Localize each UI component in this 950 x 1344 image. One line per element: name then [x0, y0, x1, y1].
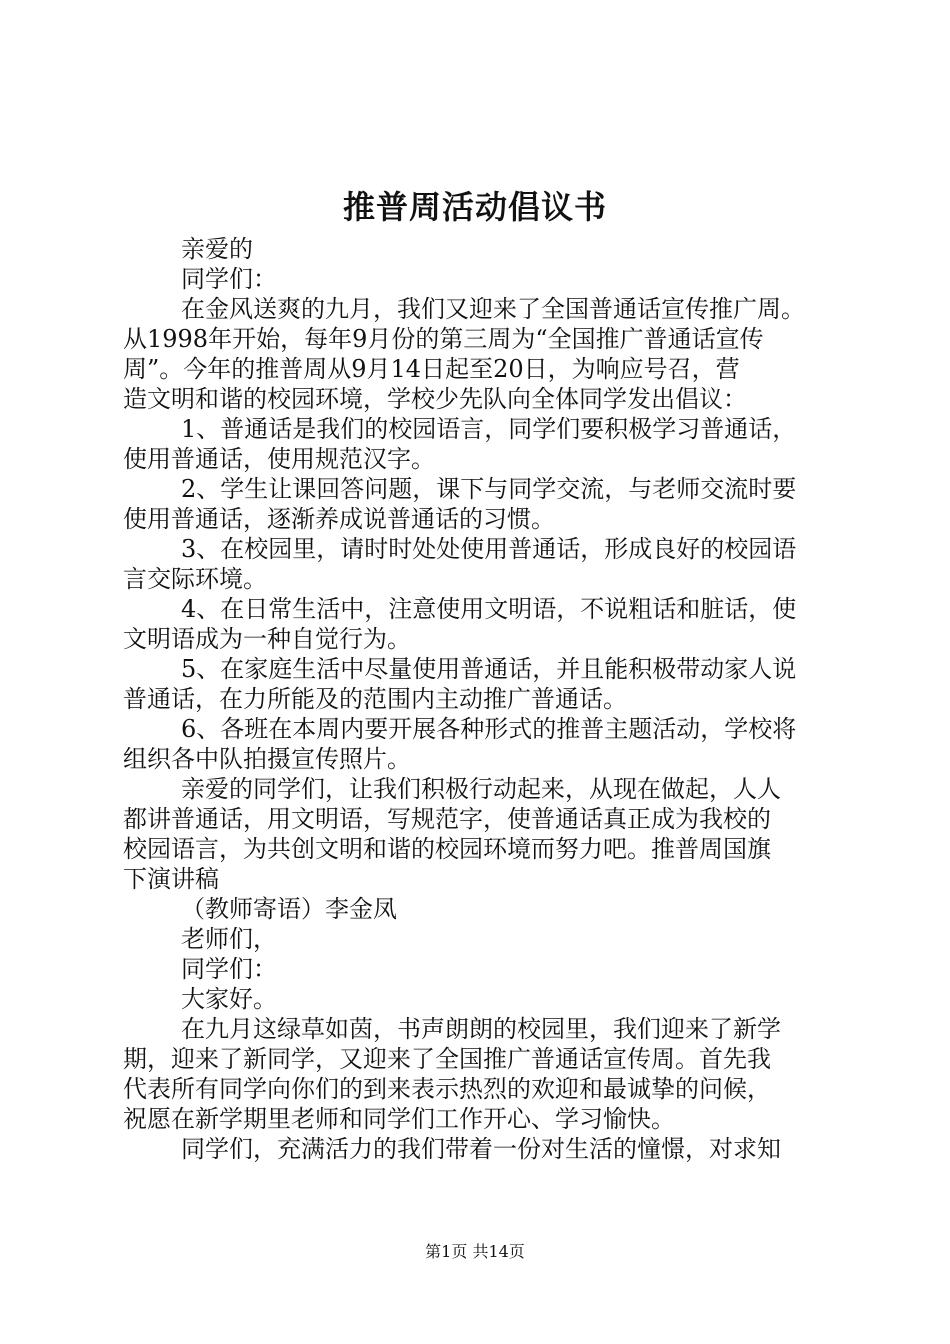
document-body — [123, 234, 843, 1164]
list-item-line: 使用普通话，使用规范汉字。 — [123, 445, 435, 473]
paragraph-line: 周”。今年的推普周从9月14日起至20日，为响应号召，营 — [123, 355, 740, 383]
paragraph-line: 同学们，充满活力的我们带着一份对生活的憧憬，对求知 — [181, 1135, 781, 1163]
paragraph-line: 亲爱的同学们，让我们积极行动起来，从现在做起，人人 — [181, 775, 781, 803]
document-title: 推普周活动倡议书 — [342, 188, 607, 226]
greeting-line: 大家好。 — [181, 985, 277, 1013]
paragraph-line: 下演讲稿 — [123, 865, 219, 893]
paragraph-line: 在九月这绿草如茵，书声朗朗的校园里，我们迎来了新学 — [181, 1015, 781, 1043]
paragraph-line: 从1998年开始，每年9月份的第三周为“全国推广普通话宣传 — [123, 325, 764, 353]
list-item-line: 2、学生让课回答问题，课下与同学交流，与老师交流时要 — [181, 475, 797, 503]
salutation-line: 同学们： — [181, 265, 277, 293]
list-item-line: 6、各班在本周内要开展各种形式的推普主题活动，学校将 — [181, 715, 797, 743]
list-item-line: 使用普通话，逐渐养成说普通话的习惯。 — [123, 505, 555, 533]
paragraph-line: 都讲普通话，用文明语，写规范字，使普通话真正成为我校的 — [123, 805, 771, 833]
list-item-line: 文明语成为一种自觉行为。 — [123, 625, 411, 653]
author-line: （教师寄语）李金凤 — [181, 895, 397, 923]
list-item-line: 4、在日常生活中，注意使用文明语，不说粗话和脏话，使 — [181, 595, 797, 623]
list-item-line: 5、在家庭生活中尽量使用普通话，并且能积极带动家人说 — [181, 655, 797, 683]
list-item-line: 1、普通话是我们的校园语言，同学们要积极学习普通话， — [181, 415, 797, 443]
list-item-line: 言交际环境。 — [123, 565, 267, 593]
paragraph-line: 代表所有同学向你们的到来表示热烈的欢迎和最诚挚的问候， — [123, 1075, 771, 1103]
paragraph-line: 期，迎来了新同学，又迎来了全国推广普通话宣传周。首先我 — [123, 1045, 771, 1073]
salutation-line: 亲爱的 — [181, 235, 253, 263]
paragraph-line: 校园语言，为共创文明和谐的校园环境而努力吧。推普周国旗 — [123, 835, 771, 863]
list-item-line: 普通话，在力所能及的范围内主动推广普通话。 — [123, 685, 627, 713]
page-number-footer: 第1页 共14页 — [425, 1242, 525, 1261]
paragraph-line: 造文明和谐的校园环境，学校少先队向全体同学发出倡议： — [123, 385, 747, 413]
paragraph-line: 祝愿在新学期里老师和同学们工作开心、学习愉快。 — [123, 1105, 675, 1133]
salutation-line: 同学们： — [181, 955, 277, 983]
list-item-line: 组织各中队拍摄宣传照片。 — [123, 745, 411, 773]
paragraph-line: 在金风送爽的九月，我们又迎来了全国普通话宣传推广周。 — [181, 295, 805, 323]
salutation-line: 老师们， — [181, 925, 277, 953]
list-item-line: 3、在校园里，请时时处处使用普通话，形成良好的校园语 — [181, 535, 797, 563]
